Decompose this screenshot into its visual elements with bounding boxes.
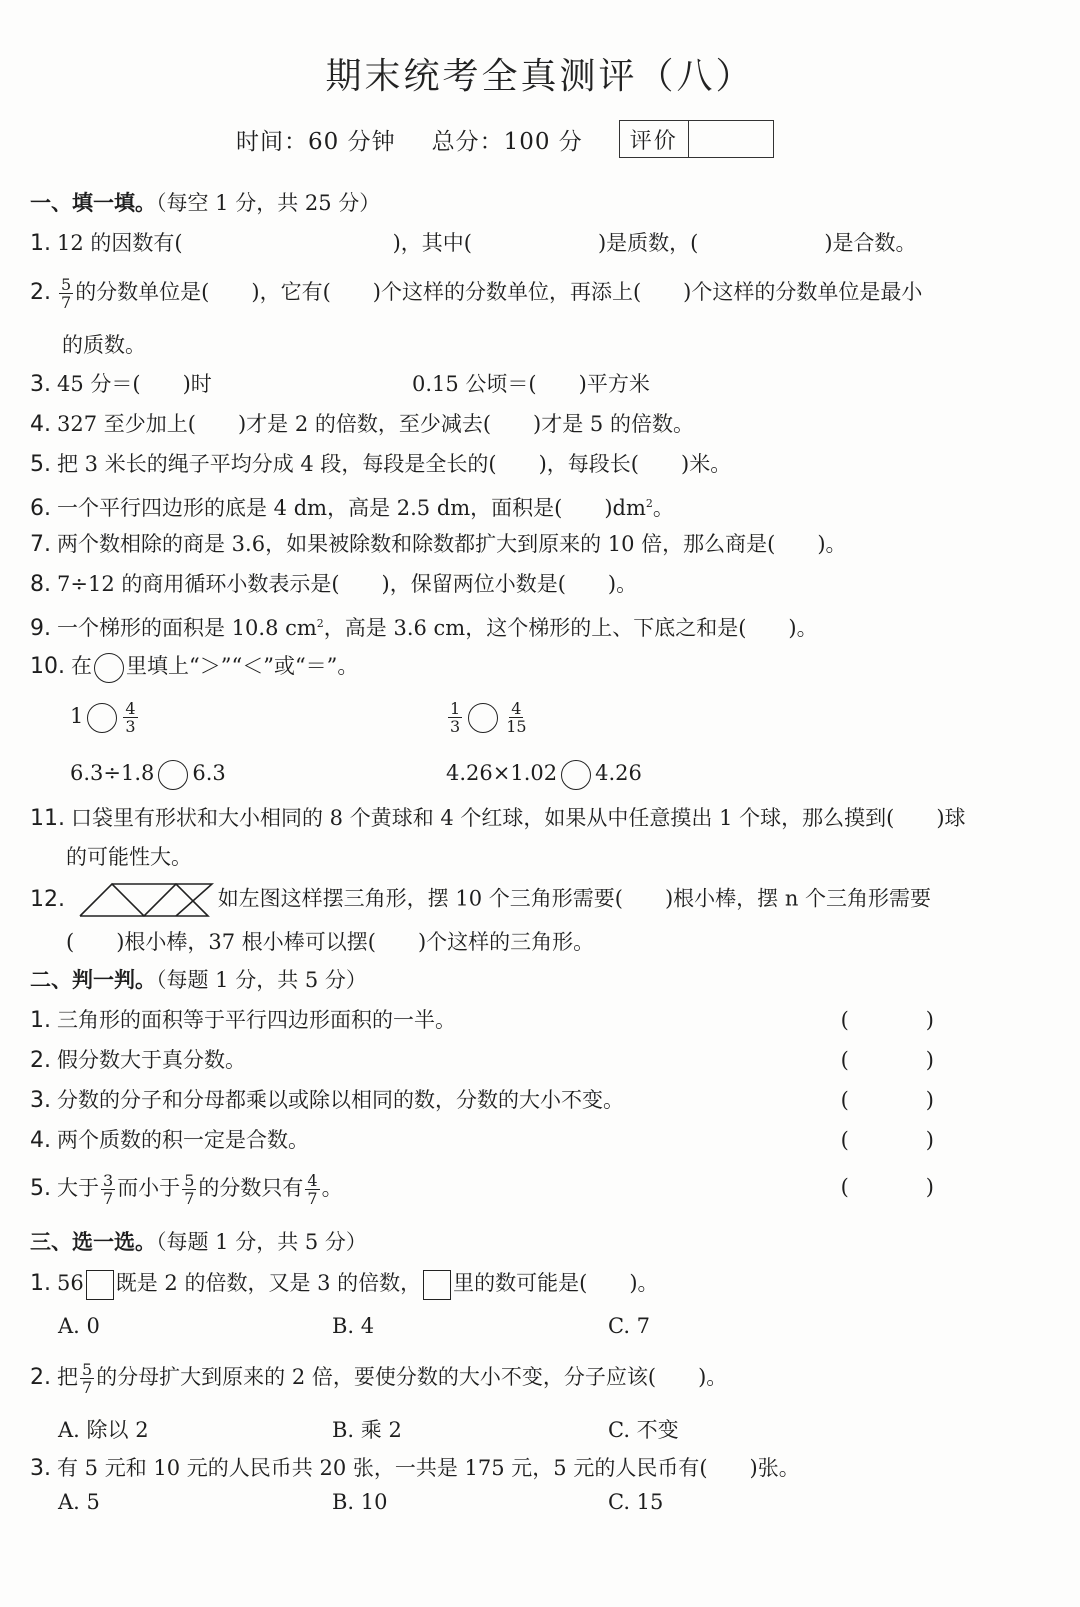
choose-q3: 3. 有 5 元和 10 元的人民币共 20 张，一共是 175 元，5 元的人民币有( )张。 <box>30 1456 800 1481</box>
choose-q1: 1. 56 既是 2 的倍数，又是 3 的倍数， 里的数可能是( )。 <box>30 1268 1040 1300</box>
choose-q1-option-c[interactable]: C. 7 <box>608 1314 651 1338</box>
judge-q1: 1. 三角形的面积等于平行四边形面积的一半。 ( ) <box>30 1005 1040 1036</box>
fill-q12: 12. 如左图这样摆三角形，摆 10 个三角形需要( )根小棒，摆 n 个三角形需要 <box>30 882 1040 918</box>
fill-q1: 1. 12 的因数有( )，其中( )是质数，( )是合数。 <box>30 231 917 256</box>
fill-q10-b: $\frac{1}{3}$ $\frac{4}{15}$ <box>450 699 527 736</box>
compare-circle[interactable] <box>94 653 124 683</box>
fill-q2-cont: 的质数。 <box>62 333 146 357</box>
compare-circle[interactable] <box>87 703 117 733</box>
fill-q10: 10. 在 里填上“＞”“＜”或“＝”。 <box>30 651 1040 683</box>
choose-q2-option-c[interactable]: C. 不变 <box>608 1418 679 1442</box>
fill-q11: 11. 口袋里有形状和大小相同的 8 个黄球和 4 个红球，如果从中任意摸出 1 个球，那么摸到( )球 <box>30 806 966 831</box>
choose-q3-option-b[interactable]: B. 10 <box>332 1490 388 1514</box>
choose-q1-option-b[interactable]: B. 4 <box>332 1314 375 1338</box>
fraction: $\frac{5}{7}$ <box>61 275 72 312</box>
time-limit: 时间：60 分钟 <box>236 128 396 155</box>
answer-paren[interactable]: ( ) <box>840 1048 962 1072</box>
page-title: 期末统考全真测评（八） <box>325 56 755 97</box>
judge-q5: 5. 大于 $\frac{3}{7}$ 而小于 $\frac{5}{7}$ 的分数只有 $\frac{4}{7}$ 。 ( ) <box>30 1171 962 1208</box>
answer-paren[interactable]: ( ) <box>840 1175 962 1199</box>
fill-q3: 3. 45 分＝( )时 0.15 公顷＝( )平方米 <box>30 372 650 397</box>
fill-q7: 7. 两个数相除的商是 3.6，如果被除数和除数都扩大到原来的 10 倍，那么商是( )。 <box>30 532 847 557</box>
fill-q6: 6. 一个平行四边形的底是 4 dm，高是 2.5 dm，面积是( )$dm^2$。 <box>30 496 674 521</box>
triangles-figure-icon <box>78 882 214 918</box>
exam-meta <box>236 120 774 158</box>
fill-q10-d: 4.26×1.02 4.26 <box>446 758 1040 790</box>
answer-paren[interactable]: ( ) <box>840 1008 962 1032</box>
total-score: 总分：100 分 <box>431 128 583 155</box>
choose-q3-option-a[interactable]: A. 5 <box>58 1490 100 1514</box>
choose-q3-option-c[interactable]: C. 15 <box>608 1490 664 1514</box>
fill-q11-cont: 的可能性大。 <box>66 845 192 869</box>
compare-circle[interactable] <box>468 703 498 733</box>
evaluation-label: 评价 <box>620 121 689 157</box>
fill-q9: 9. 一个梯形的面积是 10.8 $cm^2$，高是 3.6 cm，这个梯形的上、下底之和是( )。 <box>30 616 818 641</box>
judge-q2: 2. 假分数大于真分数。 ( ) <box>30 1045 1040 1076</box>
digit-box[interactable] <box>423 1270 451 1300</box>
compare-circle[interactable] <box>561 760 591 790</box>
answer-paren[interactable]: ( ) <box>840 1088 962 1112</box>
evaluation-cell[interactable] <box>689 121 773 157</box>
fill-q10-c: 6.3÷1.8 6.3 <box>70 758 1040 790</box>
judge-q3: 3. 分数的分子和分母都乘以或除以相同的数，分数的大小不变。 ( ) <box>30 1085 1040 1116</box>
evaluation-box <box>619 120 774 158</box>
choose-q1-option-a[interactable]: A. 0 <box>58 1314 100 1338</box>
fill-q4: 4. 327 至少加上( )才是 2 的倍数，至少减去( )才是 5 的倍数。 <box>30 412 694 437</box>
choose-q2: 2. 把 $\frac{5}{7}$ 的分母扩大到原来的 2 倍，要使分数的大小不变，分子应该( )。 <box>30 1360 728 1397</box>
fill-q12-cont: ( )根小棒，37 根小棒可以摆( )个这样的三角形。 <box>66 930 595 954</box>
answer-paren[interactable]: ( ) <box>840 1128 962 1152</box>
fill-q10-a: 1 $\frac{4}{3}$ <box>70 699 136 736</box>
section-heading-judge: 二、判一判。（每题 1 分，共 5 分） <box>30 968 367 992</box>
compare-circle[interactable] <box>158 760 188 790</box>
fill-q2: 2. $\frac{5}{7}$ 的分数单位是( )，它有( )个这样的分数单位，再添上( )个这样的分数单位是最小 <box>30 275 923 312</box>
choose-q2-option-b[interactable]: B. 乘 2 <box>332 1418 402 1442</box>
judge-q4: 4. 两个质数的积一定是合数。 ( ) <box>30 1125 1040 1156</box>
choose-q2-option-a[interactable]: A. 除以 2 <box>58 1418 149 1442</box>
fill-q8: 8. 7÷12 的商用循环小数表示是( )，保留两位小数是( )。 <box>30 572 638 597</box>
digit-box[interactable] <box>86 1270 114 1300</box>
section-heading-choose: 三、选一选。（每题 1 分，共 5 分） <box>30 1230 367 1254</box>
section-heading-fill: 一、填一填。（每空 1 分，共 25 分） <box>30 191 381 215</box>
fill-q5: 5. 把 3 米长的绳子平均分成 4 段，每段是全长的( )，每段长( )米。 <box>30 452 732 477</box>
